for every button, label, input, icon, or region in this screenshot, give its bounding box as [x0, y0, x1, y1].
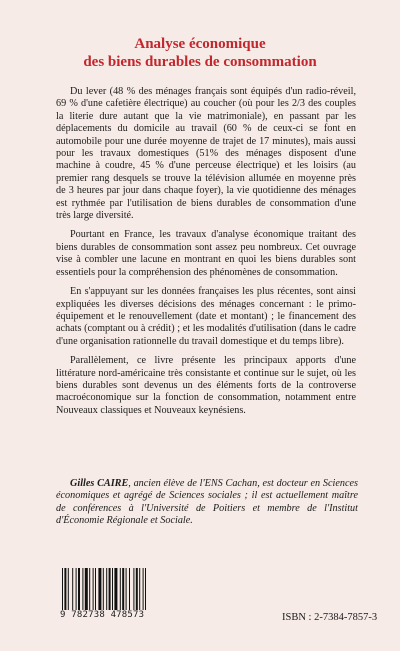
paragraph-2: Pourtant en France, les travaux d'analyse économique traitant des biens durables de consommation sont assez peu nombreux. Cet ouvrage vise à combler une lacune en montrant en quoi les biens durables sont essentiels pour la compréhension des phénomènes de consommation.: [56, 229, 356, 278]
paragraph-4: Parallèlement, ce livre présente les principaux apports d'une littérature nord-américaine très consistante et continue sur le sujet, où les biens durables sont devenus un des éléments forts de la controverse macroéconomique sur la fonction de consommation, notamment entre Nouveaux classiques et Nouveaux keynésiens.: [56, 355, 356, 416]
paragraph-1: Du lever (48 % des ménages français sont équipés d'un radio-réveil, 69 % d'une cafetière électrique) au coucher (où pour les 2/3 des couples la literie dure autant que la vie matrimoniale), en passant par les déplacements du domicile au travail (60 % de ceux-ci se font en automobile pour une durée moyenne de trajet de 17 minutes), mais aussi pour les travaux domestiques (51% des ménages disposent d'une machine à coudre, 45 % d'une perceuse électrique) et les loisirs (au premier rang desquels se trouve la télévision allumée en moyenne près de 3 heures par jour dans chaque foyer), la vie quotidienne des ménages est rythmée par l'utilisation de biens durables de consommation d'une très large diversité.: [56, 86, 356, 222]
barcode-image: [60, 568, 178, 610]
author-bio: [56, 478, 358, 528]
title-line-1: Analyse économique: [134, 36, 266, 52]
title-line-2: des biens durables de consommation: [83, 54, 317, 70]
author-name: Gilles CAIRE: [70, 478, 129, 489]
summary-text: [56, 86, 356, 424]
book-title: [0, 35, 400, 71]
author-bio-text: , ancien élève de l'ENS Cachan, est docteur en Sciences économiques et agrégé de Sciences sociales ; il est actuellement maître de conférences à l'Université de Poitiers et membre de l'Institut d'Économie Régionale et Sociale.: [56, 478, 358, 527]
isbn-label: ISBN : 2-7384-7857-3: [282, 612, 378, 623]
paragraph-3: En s'appuyant sur les données françaises les plus récentes, sont ainsi expliquées les diverses décisions des ménages concernant : le primo-équipement et le renouvellement (date et montant) ; le financement des achats (comptant ou à crédit) ; et les modalités d'utilisation (dans le cadre d'une organisation rationnelle du travail domestique et du temps libre).: [56, 286, 356, 347]
barcode-number: 9 782738 478573: [60, 610, 145, 620]
